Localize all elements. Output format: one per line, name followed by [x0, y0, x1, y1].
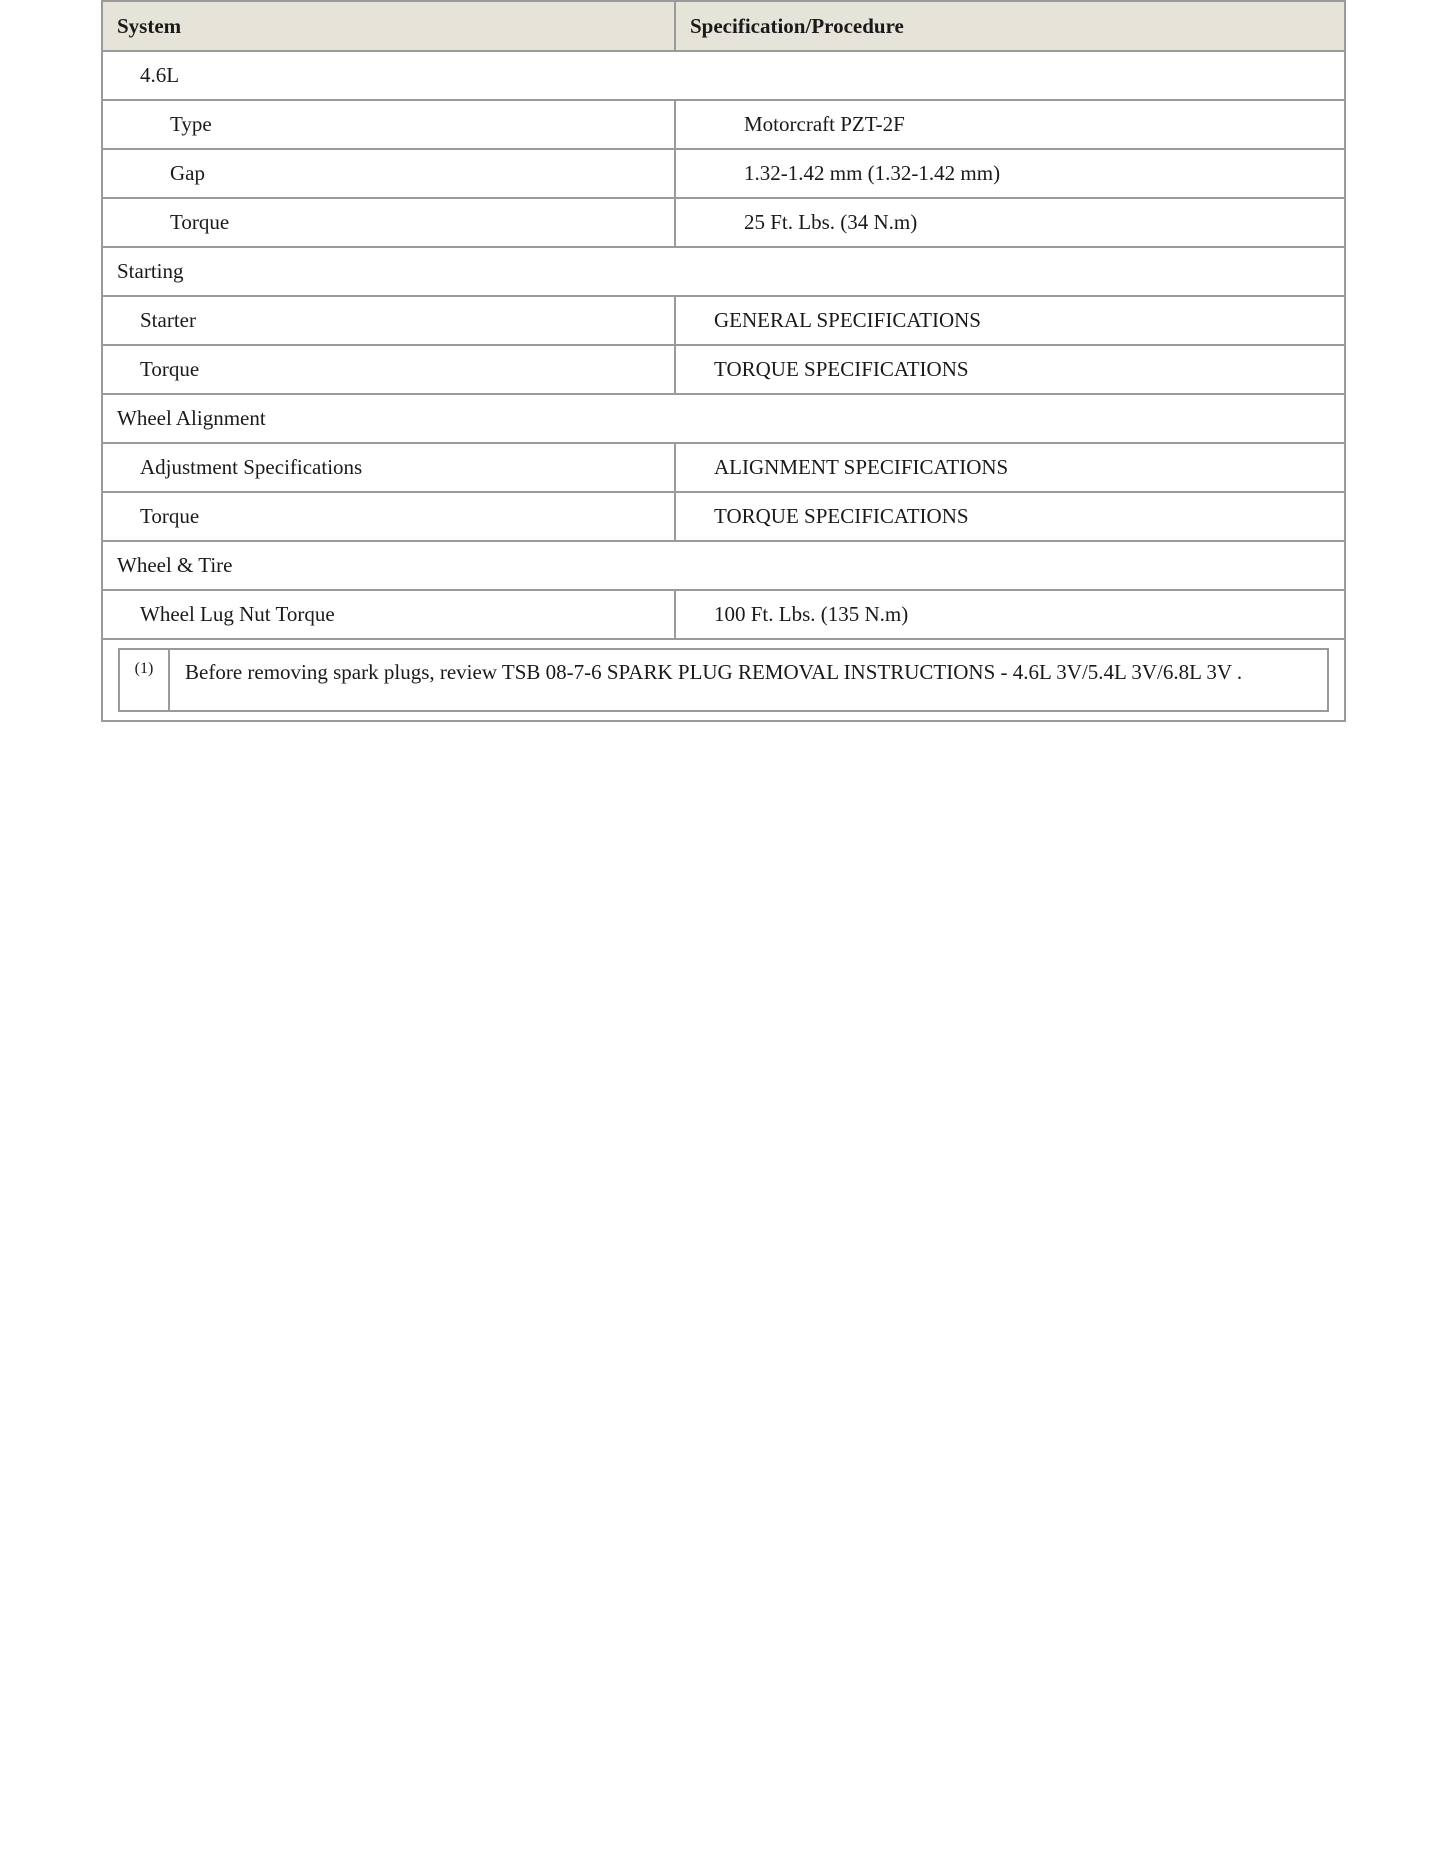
specifications-table: [101, 0, 1346, 722]
table-row-section: [102, 247, 1345, 296]
footnote-text: Before removing spark plugs, review TSB 08-7-6 SPARK PLUG REMOVAL INSTRUCTIONS - 4.6L 3V/5.4L 3V/6.8L 3V .: [169, 649, 1328, 711]
table-row: [102, 198, 1345, 247]
row-label: Adjustment Specifications: [102, 443, 675, 492]
table-row-section: [102, 541, 1345, 590]
row-label: Starter: [102, 296, 675, 345]
header-specification: Specification/Procedure: [675, 1, 1345, 51]
table-row: [102, 492, 1345, 541]
row-label: Gap: [102, 149, 675, 198]
table-header-row: [102, 1, 1345, 51]
row-spec: 1.32-1.42 mm (1.32-1.42 mm): [675, 149, 1345, 198]
footnote-marker: (1): [119, 649, 169, 711]
row-label: Torque: [102, 492, 675, 541]
row-spec: ALIGNMENT SPECIFICATIONS: [675, 443, 1345, 492]
row-label: Wheel Lug Nut Torque: [102, 590, 675, 639]
table-row-group: [102, 51, 1345, 100]
table-row: [102, 149, 1345, 198]
row-label: Torque: [102, 345, 675, 394]
table-row: [102, 296, 1345, 345]
row-spec: GENERAL SPECIFICATIONS: [675, 296, 1345, 345]
footnote-entry: [119, 649, 1328, 711]
row-spec: 25 Ft. Lbs. (34 N.m): [675, 198, 1345, 247]
row-label: 4.6L: [102, 51, 1345, 100]
table-row-section: [102, 394, 1345, 443]
section-label: Wheel & Tire: [102, 541, 1345, 590]
header-system: System: [102, 1, 675, 51]
row-spec: Motorcraft PZT-2F: [675, 100, 1345, 149]
row-spec: 100 Ft. Lbs. (135 N.m): [675, 590, 1345, 639]
table-row: [102, 443, 1345, 492]
row-spec: TORQUE SPECIFICATIONS: [675, 492, 1345, 541]
row-spec: TORQUE SPECIFICATIONS: [675, 345, 1345, 394]
footnote-container: [102, 639, 1345, 721]
footnote-table: [118, 648, 1329, 712]
table-row: [102, 345, 1345, 394]
table-row: [102, 100, 1345, 149]
footnote-row: [102, 639, 1345, 721]
row-label: Torque: [102, 198, 675, 247]
row-label: Type: [102, 100, 675, 149]
table-row: [102, 590, 1345, 639]
section-label: Starting: [102, 247, 1345, 296]
section-label: Wheel Alignment: [102, 394, 1345, 443]
